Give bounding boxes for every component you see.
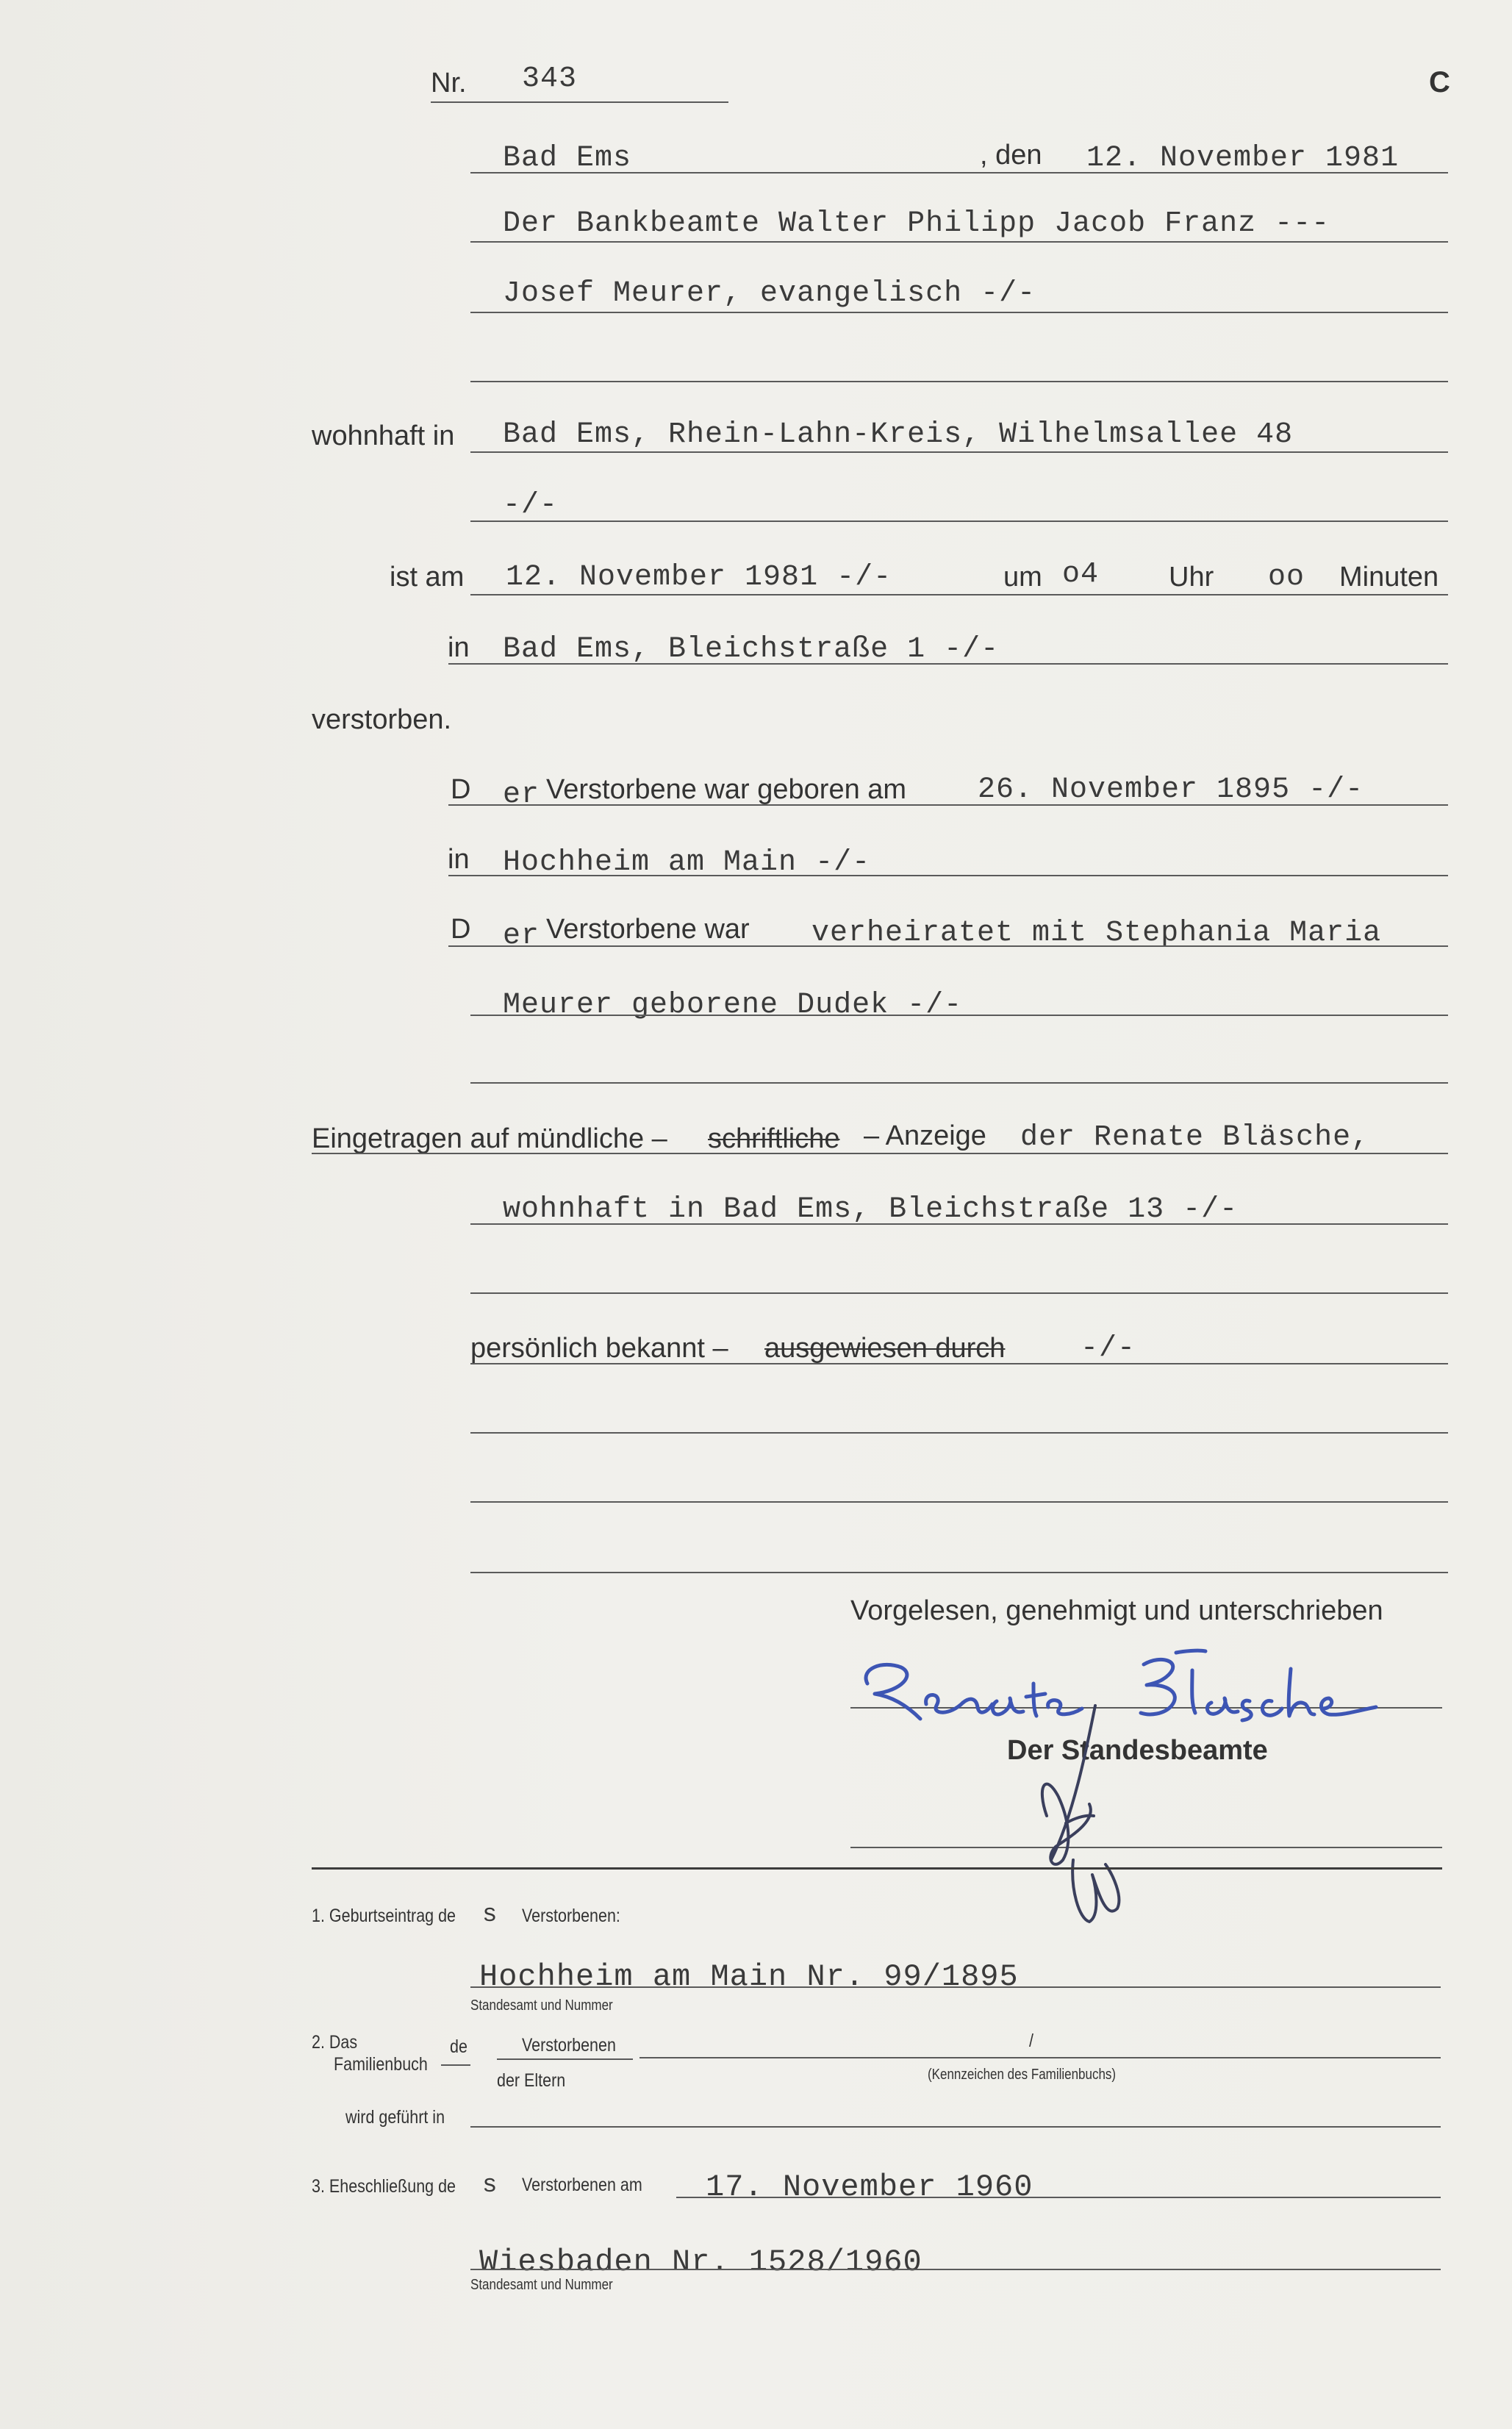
blank-rule-2 — [470, 1082, 1448, 1084]
reporter-signature — [866, 1650, 1376, 1720]
uhr-label: Uhr — [1169, 562, 1214, 593]
ist-am-label: ist am — [390, 562, 465, 593]
report-rule — [312, 1153, 1448, 1154]
marital-status-continuation: Meurer geborene Dudek -/- — [503, 989, 963, 1022]
geburtseintrag-verstorbenen: Verstorbenen: — [522, 1906, 620, 1926]
birth-entry-rule — [470, 1986, 1441, 1988]
reporter-residence-rule — [470, 1223, 1448, 1225]
familienbuch-slash: / — [1029, 2031, 1033, 2051]
familienbuch-eltern: der Eltern — [497, 2070, 566, 2091]
wird-gefuehrt-label: wird geführt in — [345, 2107, 445, 2128]
registration-date: 12. November 1981 — [1086, 142, 1400, 175]
geburtseintrag-s: s — [482, 1901, 498, 1929]
blank-rule-3 — [470, 1292, 1448, 1294]
bekannt-label: persönlich bekannt – — [470, 1333, 728, 1364]
blank-rule-1 — [470, 381, 1448, 382]
eheschliessung-label: 3. Eheschließung de — [312, 2176, 456, 2197]
death-minutes: oo — [1268, 561, 1305, 594]
verstorben-label: verstorben. — [312, 704, 452, 735]
marital-er-suffix: er — [503, 920, 540, 953]
marital-status: verheiratet mit Stephania Maria — [811, 917, 1382, 950]
reporter-residence: wohnhaft in Bad Ems, Bleichstraße 13 -/- — [503, 1193, 1239, 1226]
birth-date: 26. November 1895 -/- — [978, 773, 1364, 806]
residence-rule — [470, 451, 1448, 453]
birth-place-rule — [448, 875, 1448, 876]
declarant-line-1-rule — [470, 241, 1448, 243]
death-place: Bad Ems, Bleichstraße 1 -/- — [503, 633, 1000, 666]
declarant-line-1: Der Bankbeamte Walter Philipp Jacob Franz --- — [503, 207, 1330, 240]
standesamt-nummer-caption-1: Standesamt und Nummer — [470, 1997, 613, 2014]
death-date-rule — [470, 594, 1448, 595]
footer-divider — [312, 1867, 1442, 1870]
ausgewiesen-struck: ausgewiesen durch — [764, 1333, 1006, 1364]
den-label: , den — [980, 140, 1042, 171]
blank-rule-4 — [470, 1432, 1448, 1434]
standesamt-nummer-caption-2: Standesamt und Nummer — [470, 2277, 613, 2293]
wohnhaft-label: wohnhaft in — [312, 421, 455, 451]
birth-entry-value: Hochheim am Main Nr. 99/1895 — [479, 1959, 1019, 1995]
register-number: 343 — [522, 62, 578, 96]
death-date: 12. November 1981 -/- — [506, 561, 892, 594]
standesbeamte-label: Der Standesbeamte — [1007, 1735, 1268, 1766]
nr-underline — [431, 101, 728, 103]
birth-er-suffix: er — [503, 779, 540, 812]
blank-rule-6 — [470, 1572, 1448, 1573]
declarant-line-2-rule — [470, 312, 1448, 313]
nr-label: Nr. — [431, 68, 467, 99]
marital-d-label: D — [451, 914, 471, 945]
declarant-line-2: Josef Meurer, evangelisch -/- — [503, 277, 1036, 310]
handwritten-signatures — [853, 1639, 1382, 1948]
minuten-label: Minuten — [1339, 562, 1439, 593]
birth-place: Hochheim am Main -/- — [503, 846, 871, 879]
um-label: um — [1003, 562, 1042, 593]
marriage-date-rule — [676, 2197, 1441, 2198]
birth-in-label: in — [448, 844, 470, 875]
vorgelesen-text: Vorgelesen, genehmigt und unterschrieben — [850, 1595, 1383, 1626]
official-signature — [1042, 1706, 1119, 1922]
familienbuch-value-rule — [639, 2057, 1441, 2058]
marriage-date: 17. November 1960 — [706, 2169, 1033, 2205]
marriage-place: Wiesbaden Nr. 1528/1960 — [479, 2244, 922, 2280]
kennzeichen-caption: (Kennzeichen des Familienbuchs) — [928, 2067, 1117, 2083]
birth-date-rule — [448, 804, 1448, 806]
declarant-residence: Bad Ems, Rhein-Lahn-Kreis, Wilhelmsallee 48 — [503, 418, 1294, 451]
date-line — [470, 172, 1448, 174]
familienbuch-option-rule — [497, 2058, 633, 2060]
place-of-registration: Bad Ems — [503, 142, 632, 175]
marriage-place-rule — [470, 2269, 1441, 2270]
familienbuch-label: Familienbuch — [334, 2054, 428, 2075]
bekannt-value: -/- — [1081, 1332, 1136, 1365]
familienbuch-de: de — [450, 2036, 467, 2057]
marital-status-rule — [448, 945, 1448, 947]
familienbuch-bracket-line — [441, 2064, 470, 2066]
geburtseintrag-label: 1. Geburtseintrag de — [312, 1906, 456, 1926]
death-hour: o4 — [1062, 558, 1100, 591]
wird-gefuehrt-rule — [470, 2126, 1441, 2128]
marital-cont-rule — [470, 1015, 1448, 1016]
corner-mark: C — [1429, 66, 1450, 99]
bekannt-rule — [470, 1363, 1448, 1364]
eheschliessung-verstorbenen: Verstorbenen am — [522, 2175, 642, 2195]
anzeige-label: – Anzeige — [864, 1120, 986, 1151]
birth-d-label: D — [451, 774, 471, 805]
familienbuch-number: 2. Das — [312, 2032, 358, 2053]
death-in-label: in — [448, 632, 470, 663]
residence-cont-rule — [470, 520, 1448, 522]
geboren-label: Verstorbene war geboren am — [546, 774, 907, 805]
residence-continuation: -/- — [503, 489, 559, 522]
eheschliessung-s: s — [482, 2172, 498, 2200]
schriftliche-struck: schriftliche — [708, 1123, 840, 1154]
eingetragen-label: Eingetragen auf mündliche – — [312, 1123, 667, 1154]
marital-war-label: Verstorbene war — [546, 914, 750, 945]
reporter-name: der Renate Bläsche, — [1020, 1121, 1370, 1154]
blank-rule-5 — [470, 1501, 1448, 1503]
familienbuch-verstorbenen: Verstorbenen — [522, 2035, 616, 2056]
death-place-rule — [448, 663, 1448, 665]
